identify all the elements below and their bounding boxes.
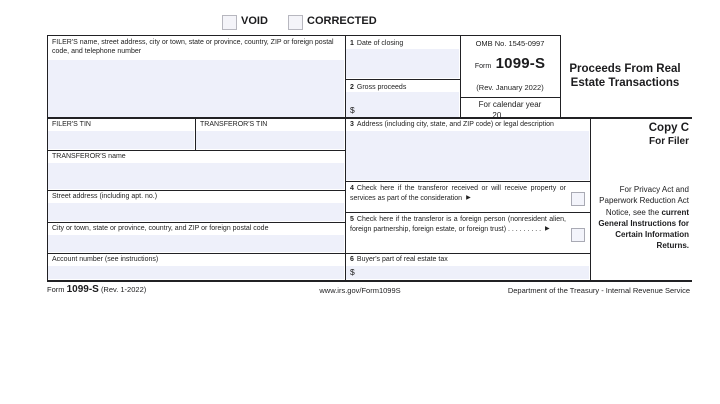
box2-dollar-sign: $ [350,105,355,115]
transferor-name-label: TRANSFEROR'S name [52,153,126,160]
street-address-field[interactable] [48,203,344,221]
divider-line [345,212,590,213]
box1-label: 1 Date of closing [350,40,404,47]
calendar-year-label: For calendar year [478,100,542,109]
filer-info-field[interactable] [48,60,344,117]
filer-info-label: FILER'S name, street address, city or town, state or province, country, ZIP or foreign postal code, and telephone number [52,39,334,55]
form-word: Form [474,63,492,70]
divider-line [47,253,590,254]
filer-tin-label: FILER'S TIN [52,121,91,128]
transferor-tin-label: TRANSFEROR'S TIN [200,121,268,128]
box5-checkbox[interactable] [571,228,585,242]
account-number-label: Account number (see instructions) [52,256,159,263]
divider-line [345,181,590,182]
transferor-name-field[interactable] [48,163,344,189]
gross-proceeds-field[interactable] [346,92,459,117]
box5-number: 5 [350,216,354,223]
year-blank-line[interactable] [504,110,528,118]
calendar-year-field[interactable]: 20 [461,110,559,120]
divider-line [345,35,346,281]
form-title: Proceeds From Real Estate Transactions [569,63,681,89]
box4-arrow-icon: ▶ [466,194,471,201]
box1-number: 1 [350,40,354,47]
city-field[interactable] [48,235,344,252]
copy-c-label: Copy C [648,122,689,134]
omb-number: OMB No. 1545-0997 [475,39,545,48]
for-filer-label: For Filer [648,136,689,147]
city-label: City or town, state or province, country, and ZIP or foreign postal code [52,225,269,232]
footer-form-id: Form 1099-S (Rev. 1-2022) [47,284,147,295]
divider-line [195,117,196,150]
box2-number: 2 [350,84,354,91]
divider-line [460,97,560,98]
box5-arrow-icon: ▶ [545,225,550,232]
divider-line [47,35,560,36]
divider-line [47,35,48,281]
divider-line [590,117,591,281]
corrected-label: CORRECTED [307,15,377,27]
box5-label: 5 Check here if the transferor is a foreign person (nonresident alien, foreign partnership, foreign estate, or foreign trust) . . . . . . . . . ▶ [350,216,566,233]
divider-line [47,222,345,223]
corrected-checkbox[interactable] [288,15,303,30]
box3-number: 3 [350,121,354,128]
footer-agency: Department of the Treasury - Internal Revenue Service [507,286,690,295]
divider-line [47,190,345,191]
footer-form-number: 1099-S [66,284,99,295]
box4-number: 4 [350,185,354,192]
transferor-tin-field[interactable] [196,131,344,149]
void-label: VOID [241,15,268,27]
box4-label: 4 Check here if the transferor received or will receive property or services as part of the consideration ▶ [350,185,566,202]
box6-dollar-sign: $ [350,267,355,277]
street-address-label: Street address (including apt. no.) [52,193,158,200]
privacy-act-notice: For Privacy Act and Paperwork Reduction Act Notice, see the current General Instructions for Certain Information Returns. [598,185,689,251]
filer-tin-field[interactable] [48,131,194,149]
divider-line [47,150,345,151]
divider-line [345,79,460,80]
box4-checkbox[interactable] [571,192,585,206]
footer-url[interactable]: www.irs.gov/Form1099S [319,286,401,295]
box6-label: 6 Buyer's part of real estate tax [350,256,448,263]
divider-line [47,280,692,282]
account-number-field[interactable] [48,266,344,279]
property-address-field[interactable] [346,131,589,180]
box2-label: 2 Gross proceeds [350,84,407,91]
date-of-closing-field[interactable] [346,49,459,78]
revision-label: (Rev. January 2022) [476,83,544,92]
box6-number: 6 [350,256,354,263]
void-checkbox[interactable] [222,15,237,30]
divider-line [47,117,692,119]
box5-dot-leaders: . . . . . . . . . [507,225,542,233]
copy-designation [595,122,689,147]
form-number: 1099-S [495,55,546,72]
form-number-block [461,55,559,73]
box3-label: 3 Address (including city, state, and ZIP code) or legal description [350,121,554,128]
buyers-tax-field[interactable] [346,266,589,279]
